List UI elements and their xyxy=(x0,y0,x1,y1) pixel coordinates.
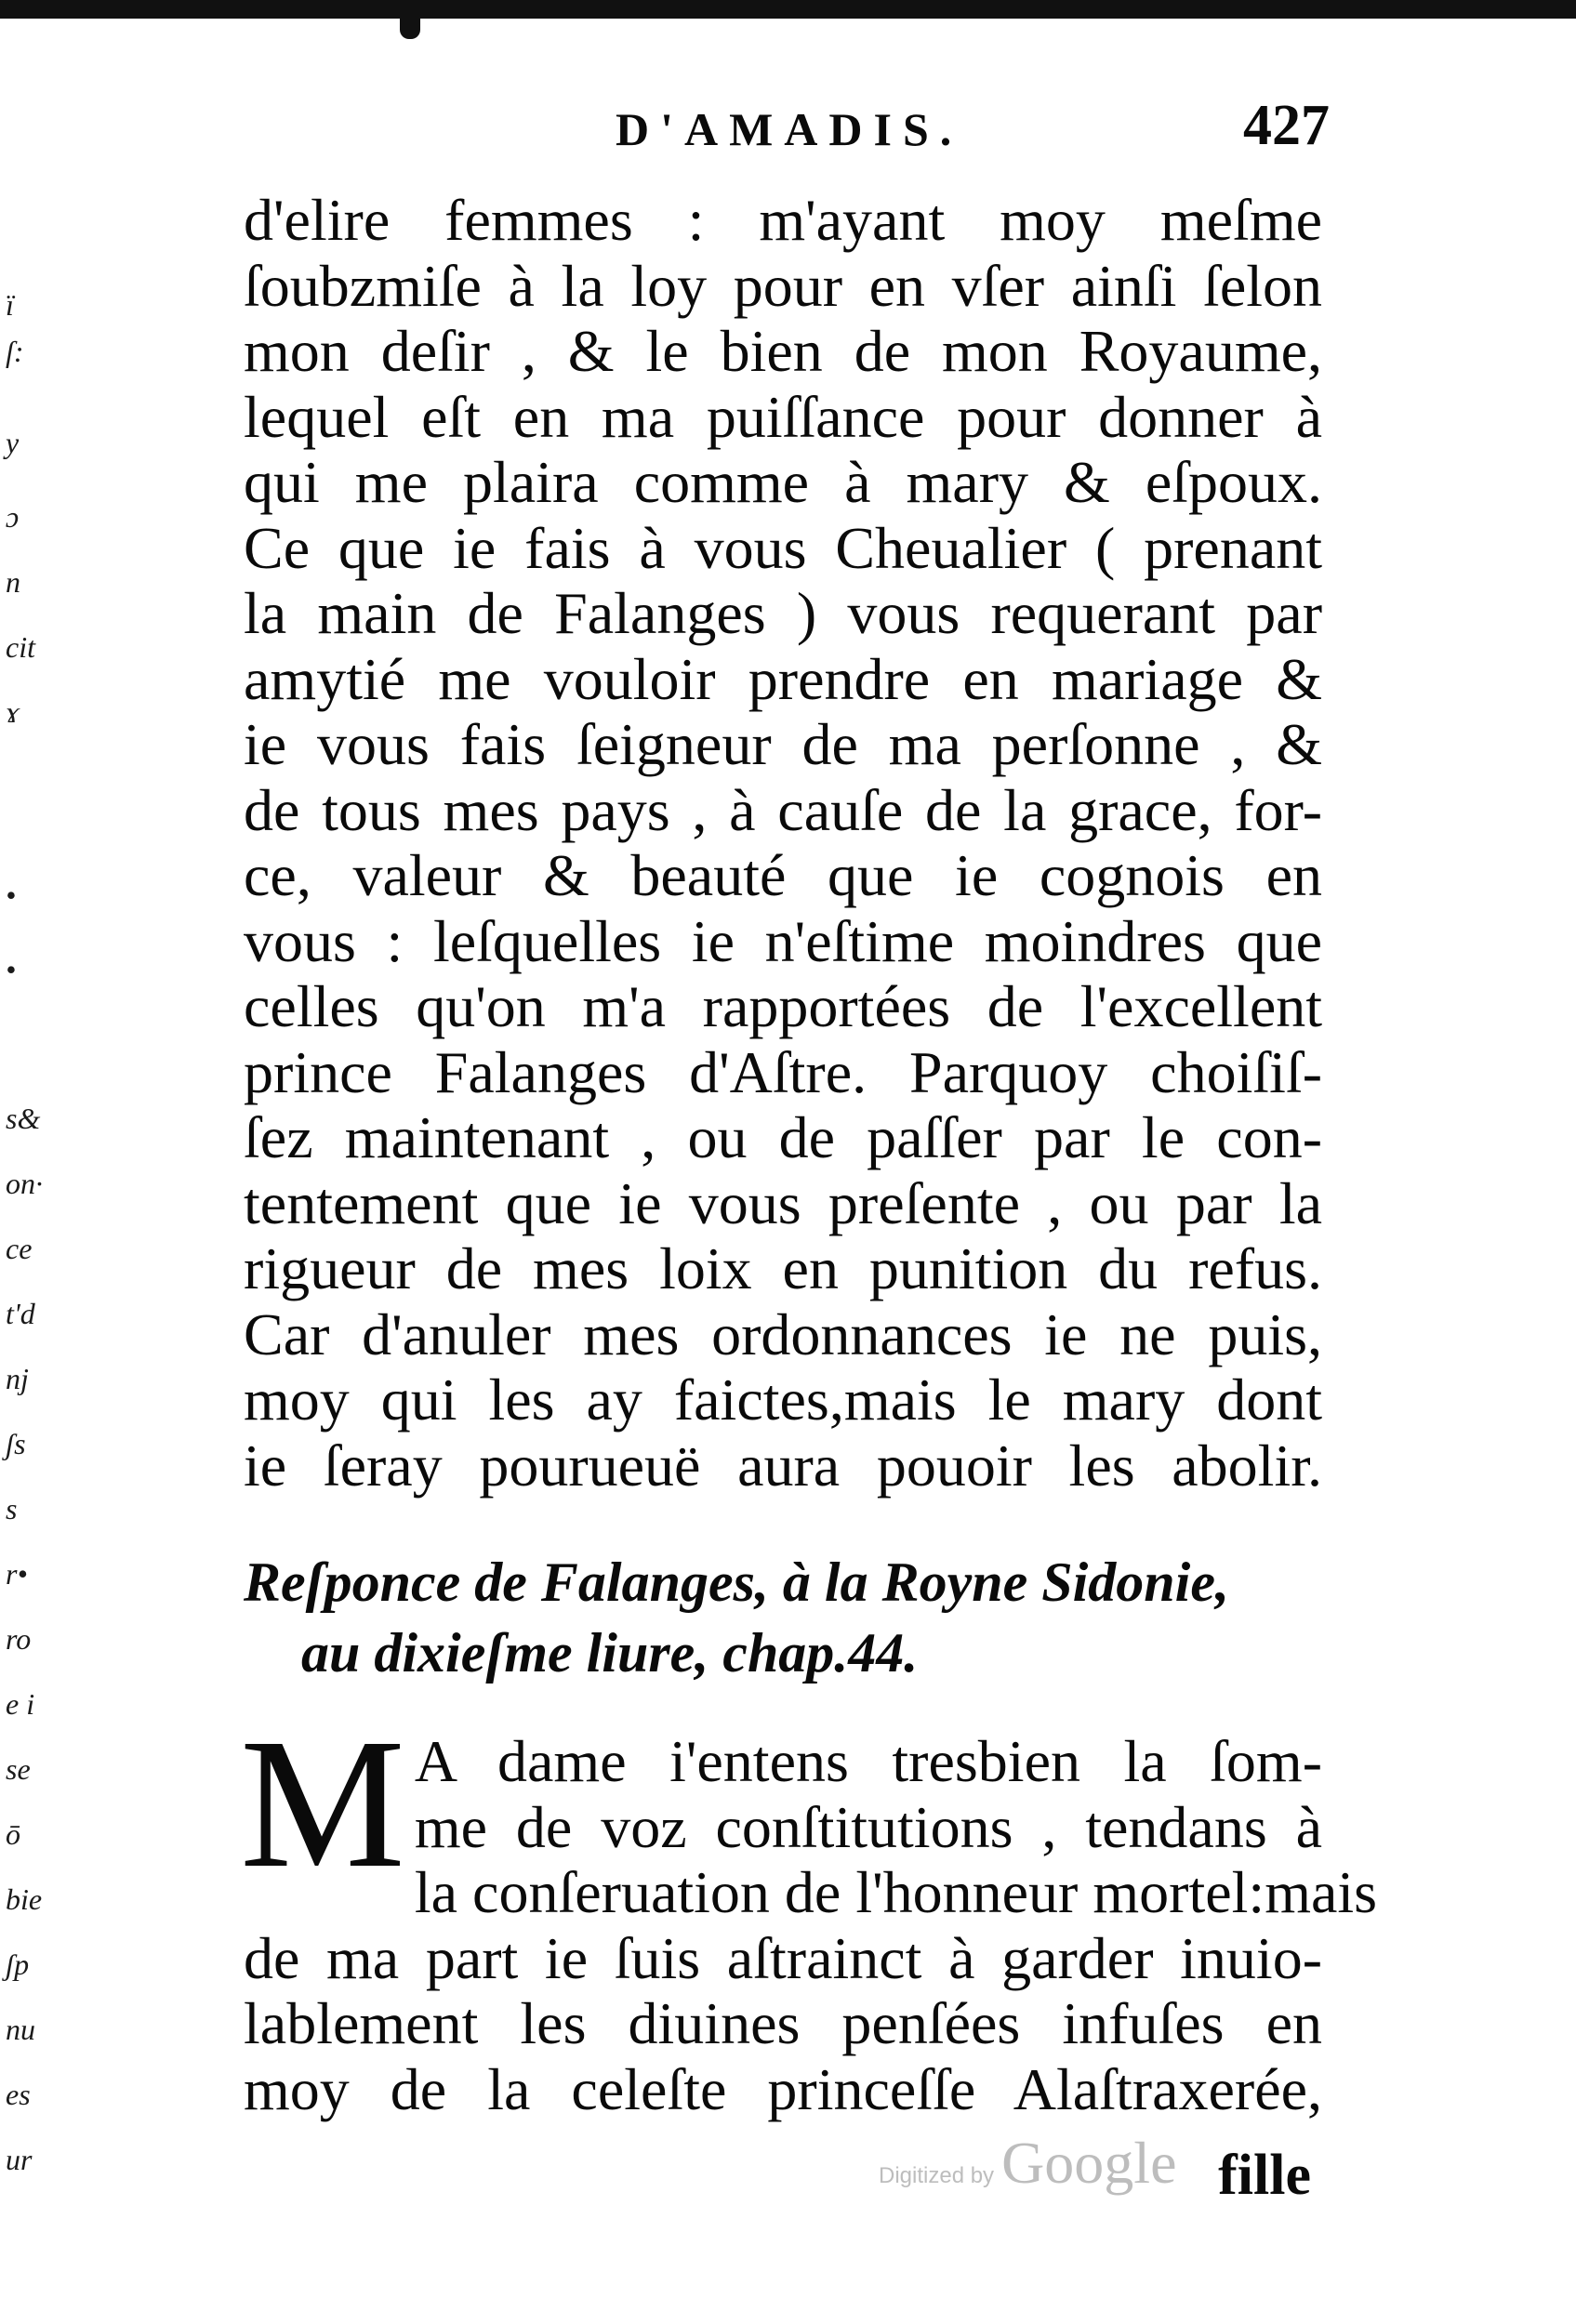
gutter-fragment: bie xyxy=(6,1882,43,1916)
gutter-fragment: • xyxy=(6,878,17,912)
gutter-fragment: ce xyxy=(6,1232,33,1265)
gutter-fragment: ur xyxy=(6,2143,33,2176)
text-line: la main de Falanges ) vous requerant par xyxy=(244,580,1322,646)
gutter-fragment: s xyxy=(6,1492,18,1525)
text-line: ſoubzmiſe à la loy pour en vſer ainſi ſelon xyxy=(244,252,1322,319)
text-line: ie ſeray pourueuë aura pouoir les abolir. xyxy=(244,1432,1322,1499)
gutter-fragment: n xyxy=(6,565,20,599)
text-line: de ma part ie ſuis aſtrainct à garder inuio- xyxy=(244,1924,1322,1991)
book-page xyxy=(240,93,1378,2209)
gutter-fragment: ʃp xyxy=(6,1948,30,1981)
text-line: lablement les diuines penſées infuſes en xyxy=(244,1990,1322,2056)
gutter-fragment: • xyxy=(6,953,17,986)
gutter-fragment: y xyxy=(6,426,20,459)
gutter-fragment: ſ: xyxy=(6,335,24,368)
running-head: D'AMADIS. xyxy=(616,103,963,155)
adjacent-page-gutter xyxy=(0,56,74,2175)
gutter-fragment: ɔ xyxy=(6,500,20,534)
chapter-heading-line: au dixieſme liure, chap.44. xyxy=(301,1622,919,1684)
gutter-fragment: nj xyxy=(6,1362,29,1395)
text-line: ce, valeur & beauté que ie cognois en xyxy=(244,842,1322,908)
drop-cap: M xyxy=(240,1701,405,1907)
digitized-by-watermark xyxy=(879,2129,1176,2198)
catchword: fille xyxy=(1218,2144,1311,2207)
scan-top-edge xyxy=(0,0,1576,19)
text-line: me de voz conſtitutions , tendans à xyxy=(414,1793,1322,1860)
text-line: vous : leſquelles ie n'eſtime moindres que xyxy=(244,907,1322,974)
gutter-fragment: es xyxy=(6,2078,31,2111)
text-line: lequel eſt en ma puiſſance pour donner à xyxy=(244,383,1322,450)
digitized-label: Digitized by xyxy=(879,2163,995,2188)
body-paragraph xyxy=(244,177,1322,1499)
gutter-fragment: ʃs xyxy=(6,1427,26,1460)
page-number: 427 xyxy=(1243,94,1330,157)
gutter-fragment: ro xyxy=(6,1622,32,1656)
text-line: amytié me vouloir prendre en mariage & xyxy=(244,645,1322,712)
text-line: celles qu'on m'a rapportées de l'excellent xyxy=(244,973,1322,1039)
gutter-fragment: se xyxy=(6,1752,31,1786)
text-line: tentement que ie vous preſente , ou par la xyxy=(244,1169,1322,1236)
gutter-fragment: nu xyxy=(6,2013,35,2046)
page-header xyxy=(244,93,1330,177)
text-line: ie vous fais ſeigneur de ma perſonne , & xyxy=(244,711,1322,777)
text-line: moy qui les ay faictes,mais le mary dont xyxy=(244,1367,1322,1433)
gutter-fragment: on· xyxy=(6,1167,43,1200)
text-line: prince Falanges d'Aſtre. Parquoy choiſiſ- xyxy=(244,1038,1322,1105)
text-line: moy de la celeſte princeſſe Alaſtraxerée, xyxy=(244,2055,1322,2122)
text-line: rigueur de mes loix en punition du refus. xyxy=(244,1235,1322,1301)
text-line: Ce que ie fais à vous Cheualier ( prenant xyxy=(244,514,1322,581)
gutter-fragment: e i xyxy=(6,1687,35,1721)
chapter-heading xyxy=(244,1547,1322,1688)
text-line: Car d'anuler mes ordonnances ie ne puis, xyxy=(244,1301,1322,1367)
gutter-fragment: r• xyxy=(6,1557,28,1591)
gutter-fragment: ï xyxy=(6,288,14,322)
text-line: de tous mes pays , à cauſe de la grace, for- xyxy=(244,776,1322,843)
text-line: la conſeruation de l'honneur mortel:mais xyxy=(414,1859,1378,1925)
gutter-fragment: ɤ xyxy=(6,695,20,729)
chapter-heading-line: Reſponce de Falanges, à la Royne Sidonie, xyxy=(244,1552,1229,1613)
text-line: mon deſir , & le bien de mon Royaume, xyxy=(244,318,1322,384)
google-wordmark: Google xyxy=(1001,2130,1177,2196)
text-line: qui me plaira comme à mary & eſpoux. xyxy=(244,449,1322,515)
text-line: A dame i'entens tresbien la ſom- xyxy=(414,1728,1322,1794)
gutter-fragment: t'd xyxy=(6,1297,35,1330)
text-line: ſez maintenant , ou de paſſer par le con- xyxy=(244,1104,1322,1170)
gutter-fragment: s& xyxy=(6,1102,41,1135)
text-line: d'elire femmes : m'ayant moy meſme xyxy=(244,187,1322,253)
scan-edge-mark xyxy=(400,17,420,39)
gutter-fragment: ō xyxy=(6,1817,20,1851)
gutter-fragment: cit xyxy=(6,630,35,664)
